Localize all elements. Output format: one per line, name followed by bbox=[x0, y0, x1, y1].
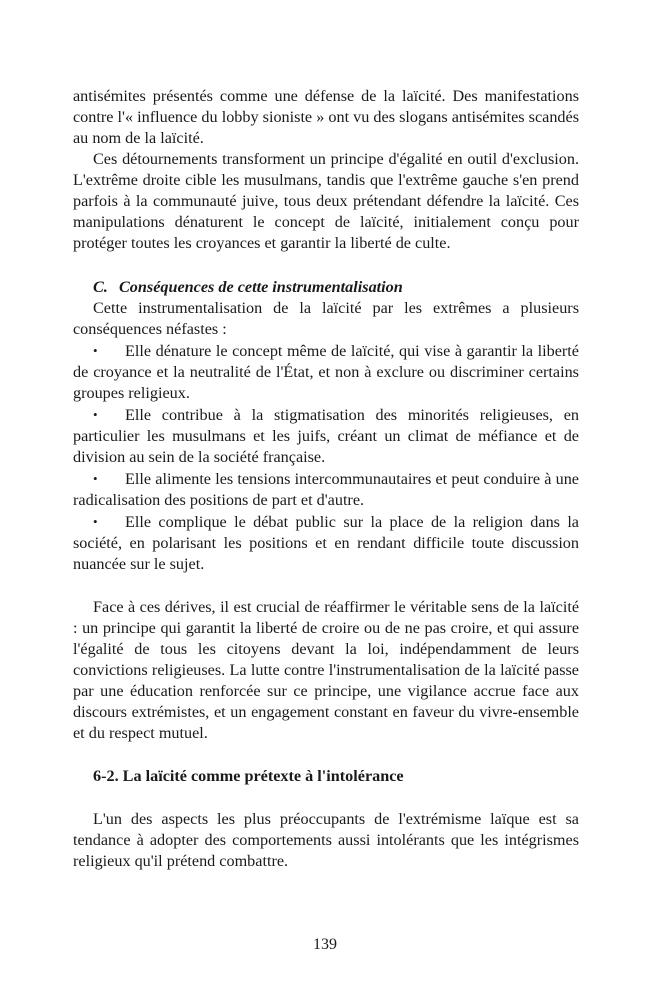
bullet-text: Elle contribue à la stigmatisation des minorités religieuses, en particulier les musulmans et les juifs, créant un climat de méfiance et de division au sein de la société française. bbox=[73, 406, 579, 466]
paragraph-detournements: Ces détournements transforment un principe d'égalité en outil d'exclusion. L'extrême droite cible les musulmans, tandis que l'extrême gauche s'en prend parfois à la communauté juive, tous deux prétendant défendre la laïcité. Ces manipulations dénaturent le concept de laïcité, initialement conçu pour protéger toutes les croyances et garantir la liberté de culte. bbox=[73, 150, 579, 252]
paragraph-continuation: antisémites présentés comme une défense de la laïcité. Des manifestations contre l'« influence du lobby sioniste » ont vu des slogans antisémites scandés au nom de la laïcité. bbox=[73, 87, 579, 147]
bullet-text: Elle alimente les tensions intercommunautaires et peut conduire à une radicalisation des positions de part et d'autre. bbox=[73, 470, 579, 509]
bullet-text: Elle dénature le concept même de laïcité, qui vise à garantir la liberté de croyance et la neutralité de l'État, et non à exclure ou discriminer certains groupes religieux. bbox=[73, 342, 579, 402]
bullet-icon: • bbox=[93, 471, 98, 486]
section-c-intro: Cette instrumentalisation de la laïcité par les extrêmes a plusieurs conséquences néfastes : bbox=[73, 299, 579, 338]
bullet-icon: • bbox=[93, 343, 98, 358]
bullet-text: Elle complique le débat public sur la place de la religion dans la société, en polarisant les positions et en rendant difficile toute discussion nuancée sur le sujet. bbox=[73, 513, 579, 573]
section-c-conclusion: Face à ces dérives, il est crucial de réaffirmer le véritable sens de la laïcité : un principe qui garantit la liberté de croire ou de ne pas croire, et qui assure l'égalité de tous les citoyens devant la loi, indépendamment de leurs convictions religieuses. La lutte contre l'instrumentalisation de la laïcité passe par une éducation renforcée sur ce principe, une vigilance accrue face aux discours extrémistes, et un engagement constant en faveur du vivre-ensemble et du respect mutuel. bbox=[73, 598, 579, 742]
section-c-title: Conséquences de cette instrumentalisation bbox=[119, 278, 403, 296]
section-c-letter: C. bbox=[93, 278, 108, 296]
bullet-item bbox=[73, 340, 579, 404]
section-c-heading bbox=[73, 277, 579, 298]
section-6-2-heading: 6-2. La laïcité comme prétexte à l'intolérance bbox=[93, 767, 404, 785]
bullet-icon: • bbox=[93, 514, 98, 529]
bullet-item bbox=[73, 404, 579, 468]
section-6-2-intro: L'un des aspects les plus préoccupants de l'extrémisme laïque est sa tendance à adopter des comportements aussi intolérants que les intégrismes religieux qu'il prétend combattre. bbox=[73, 810, 579, 870]
bullet-icon: • bbox=[93, 407, 98, 422]
page-body bbox=[73, 86, 579, 872]
page-number: 139 bbox=[313, 936, 337, 953]
bullet-item bbox=[73, 468, 579, 511]
bullet-item bbox=[73, 511, 579, 575]
